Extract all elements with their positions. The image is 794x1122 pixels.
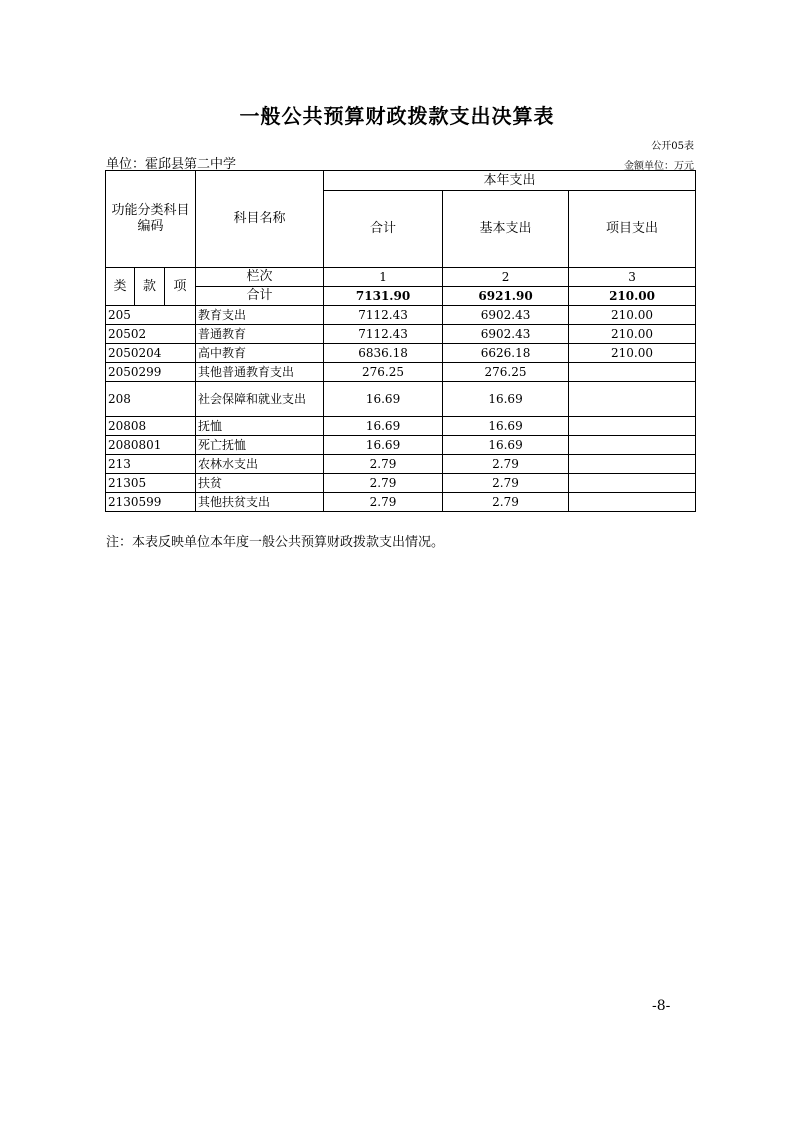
row-name: 高中教育	[196, 344, 324, 363]
lei-header: 类	[106, 268, 135, 306]
form-number: 公开05表	[651, 141, 694, 152]
col-number-1: 1	[324, 268, 443, 287]
row-total: 2.79	[324, 474, 443, 493]
year-expense-header: 本年支出	[324, 171, 696, 191]
expense-table	[105, 170, 696, 512]
row-code: 2130599	[106, 493, 196, 512]
row-basic: 16.69	[443, 382, 569, 417]
row-code: 20502	[106, 325, 196, 344]
table-note: 注：本表反映单位本年度一般公共预算财政拨款支出情况。	[106, 535, 445, 550]
row-total: 276.25	[324, 363, 443, 382]
row-total: 7112.43	[324, 306, 443, 325]
sum-total: 7131.90	[324, 287, 443, 306]
row-project: 210.00	[569, 344, 696, 363]
table-row	[106, 306, 696, 325]
row-total: 2.79	[324, 493, 443, 512]
row-code: 2080801	[106, 436, 196, 455]
row-code: 208	[106, 382, 196, 417]
row-project: 210.00	[569, 325, 696, 344]
row-code: 21305	[106, 474, 196, 493]
lanci-label: 栏次	[196, 268, 324, 287]
table-row	[106, 493, 696, 512]
row-name: 死亡抚恤	[196, 436, 324, 455]
basic-header: 基本支出	[443, 191, 569, 268]
row-basic: 6626.18	[443, 344, 569, 363]
total-header: 合计	[324, 191, 443, 268]
unit-label: 单位：霍邱县第二中学	[106, 157, 237, 172]
row-total: 16.69	[324, 436, 443, 455]
row-name: 扶贫	[196, 474, 324, 493]
row-total: 16.69	[324, 382, 443, 417]
row-basic: 6902.43	[443, 325, 569, 344]
sum-label: 合计	[196, 287, 324, 306]
xiang-header: 项	[165, 268, 196, 306]
sum-basic: 6921.90	[443, 287, 569, 306]
row-code: 20808	[106, 417, 196, 436]
subject-name-header: 科目名称	[196, 171, 324, 268]
page-title: 一般公共预算财政拨款支出决算表	[239, 104, 555, 128]
row-name: 农林水支出	[196, 455, 324, 474]
table-row	[106, 474, 696, 493]
row-project	[569, 455, 696, 474]
row-basic: 2.79	[443, 455, 569, 474]
row-name: 教育支出	[196, 306, 324, 325]
row-name: 普通教育	[196, 325, 324, 344]
row-basic: 16.69	[443, 417, 569, 436]
row-name: 社会保障和就业支出	[196, 382, 324, 417]
row-total: 6836.18	[324, 344, 443, 363]
row-name: 其他普通教育支出	[196, 363, 324, 382]
row-basic: 16.69	[443, 436, 569, 455]
row-name: 其他扶贫支出	[196, 493, 324, 512]
page-number: -8-	[652, 998, 671, 1014]
row-basic: 2.79	[443, 493, 569, 512]
table-row	[106, 382, 696, 417]
sum-project: 210.00	[569, 287, 696, 306]
money-unit-label: 金额单位：万元	[624, 161, 694, 172]
row-basic: 2.79	[443, 474, 569, 493]
row-project: 210.00	[569, 306, 696, 325]
row-project	[569, 436, 696, 455]
row-basic: 276.25	[443, 363, 569, 382]
table-row	[106, 325, 696, 344]
row-project	[569, 382, 696, 417]
table-row	[106, 436, 696, 455]
kuan-header: 款	[135, 268, 165, 306]
row-project	[569, 363, 696, 382]
row-project	[569, 474, 696, 493]
table-row	[106, 363, 696, 382]
row-total: 2.79	[324, 455, 443, 474]
row-name: 抚恤	[196, 417, 324, 436]
row-code: 2050299	[106, 363, 196, 382]
table-row	[106, 455, 696, 474]
row-code: 205	[106, 306, 196, 325]
project-header: 项目支出	[569, 191, 696, 268]
func-code-header: 功能分类科目编码	[106, 171, 196, 268]
table-row	[106, 344, 696, 363]
row-project	[569, 493, 696, 512]
table-row	[106, 417, 696, 436]
row-total: 16.69	[324, 417, 443, 436]
row-total: 7112.43	[324, 325, 443, 344]
row-code: 213	[106, 455, 196, 474]
row-code: 2050204	[106, 344, 196, 363]
row-basic: 6902.43	[443, 306, 569, 325]
col-number-3: 3	[569, 268, 696, 287]
col-number-2: 2	[443, 268, 569, 287]
row-project	[569, 417, 696, 436]
